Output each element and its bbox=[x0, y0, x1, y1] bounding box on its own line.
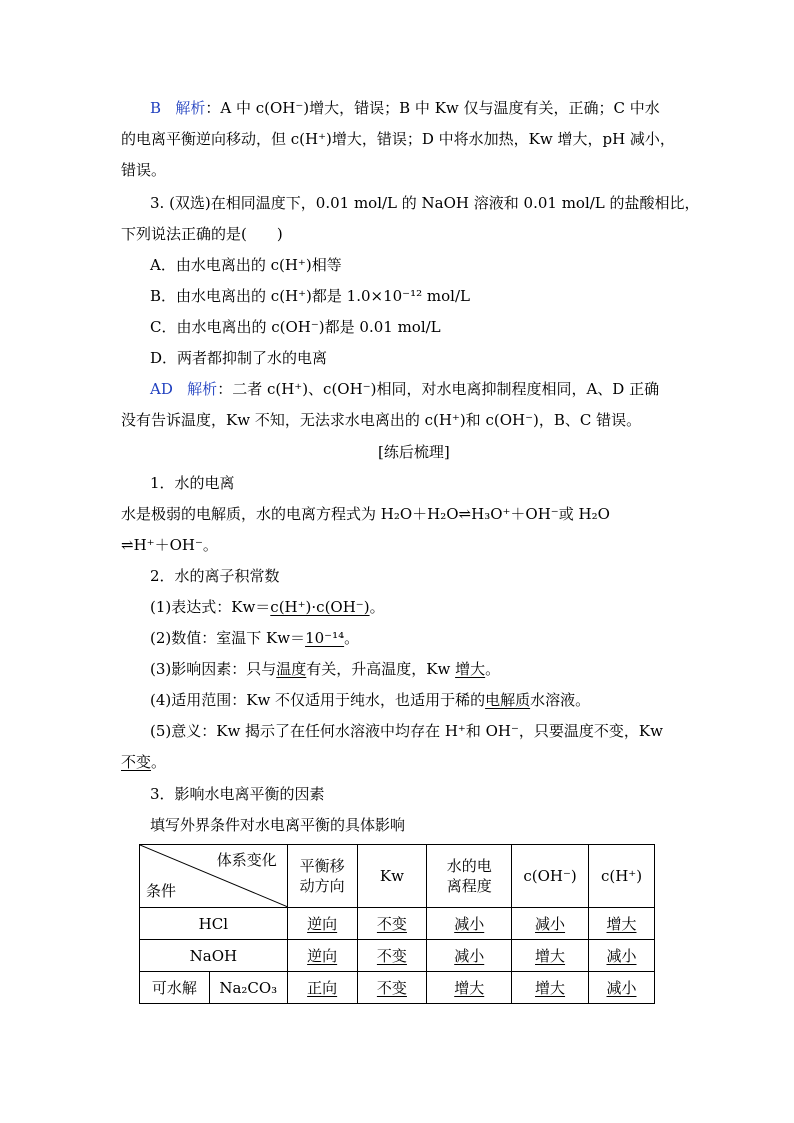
condition-cell-b: Na₂CO₃ bbox=[209, 972, 287, 1004]
table-cell bbox=[512, 972, 589, 1004]
item-label: (2)数值：室温下 Kw＝ bbox=[150, 629, 306, 647]
item-label: (1)表达式：Kw＝ bbox=[150, 598, 271, 616]
cell-value: 增大 bbox=[606, 914, 637, 933]
fill-blank: 不变 bbox=[121, 753, 152, 771]
cell-value: 不变 bbox=[376, 978, 407, 997]
fill-blank: c(H⁺)·c(OH⁻) bbox=[270, 598, 370, 616]
table-cell bbox=[427, 940, 512, 972]
header-shift-direction bbox=[287, 845, 357, 908]
corner-bottom-label: 条件 bbox=[146, 882, 177, 900]
q3-option-b: B．由水电离出的 c(H⁺)都是 1.0×10⁻¹² mol/L bbox=[150, 287, 470, 305]
section-1-line-2: ⇌H⁺＋OH⁻。 bbox=[121, 536, 218, 554]
section-3-title: 3．影响水电离平衡的因素 bbox=[150, 785, 325, 803]
fill-blank: 增大 bbox=[455, 660, 486, 678]
section-3-intro: 填写外界条件对水电离平衡的具体影响 bbox=[150, 816, 406, 834]
water-ionization-table bbox=[139, 844, 655, 1004]
condition-cell-a: 可水解 bbox=[140, 972, 210, 1004]
cell-value: 增大 bbox=[454, 978, 485, 997]
q3-stem-line-2: 下列说法正确的是( ) bbox=[121, 225, 283, 243]
item-end: 。 bbox=[344, 629, 360, 647]
analysis-tag: 解析 bbox=[175, 99, 206, 117]
header-line: 水的电 bbox=[446, 857, 492, 875]
item-end: 。 bbox=[485, 660, 501, 678]
q3-answer-line-1 bbox=[150, 379, 659, 399]
cell-value: 减小 bbox=[535, 914, 566, 933]
table-cell bbox=[427, 908, 512, 940]
q2-answer-line-2: 的电离平衡逆向移动，但 c(H⁺)增大，错误；D 中将水加热，Kw 增大，pH 减小， bbox=[121, 130, 675, 148]
table-row bbox=[140, 940, 655, 972]
header-line: 离程度 bbox=[446, 877, 492, 895]
fill-blank: 电解质 bbox=[485, 691, 531, 709]
section-2-item-3 bbox=[150, 659, 500, 679]
table-cell bbox=[589, 908, 655, 940]
analysis-tag: 解析 bbox=[187, 380, 218, 398]
item-label: (3)影响因素：只与 bbox=[150, 660, 277, 678]
answer-letter: AD bbox=[150, 380, 173, 398]
table-cell bbox=[287, 908, 357, 940]
cell-value: 减小 bbox=[454, 946, 485, 965]
cell-value: 增大 bbox=[535, 946, 566, 965]
header-kw: Kw bbox=[357, 845, 427, 908]
header-line: 动方向 bbox=[299, 877, 345, 895]
table-cell bbox=[357, 908, 427, 940]
item-mid: 有关，升高温度，Kw bbox=[306, 660, 456, 678]
cell-value: 正向 bbox=[307, 978, 338, 997]
cell-value: 减小 bbox=[606, 946, 637, 965]
table-cell bbox=[512, 908, 589, 940]
table-header-row bbox=[140, 845, 655, 908]
table-cell bbox=[427, 972, 512, 1004]
cell-value: 减小 bbox=[454, 914, 485, 933]
header-line: 平衡移 bbox=[299, 857, 345, 875]
section-2-item-2 bbox=[150, 628, 359, 648]
q3-option-d: D．两者都抑制了水的电离 bbox=[150, 349, 328, 367]
header-c-h: c(H⁺) bbox=[589, 845, 655, 908]
q2-answer-line-1 bbox=[150, 98, 660, 118]
section-2-item-4 bbox=[150, 690, 590, 710]
item-end: 。 bbox=[151, 753, 167, 771]
fill-blank: 温度 bbox=[276, 660, 307, 678]
q3-option-a: A．由水电离出的 c(H⁺)相等 bbox=[150, 256, 342, 274]
cell-value: 减小 bbox=[606, 978, 637, 997]
q2-answer-text-1: ：A 中 c(OH⁻)增大，错误；B 中 Kw 仅与温度有关，正确；C 中水 bbox=[205, 99, 660, 117]
table-cell bbox=[287, 940, 357, 972]
q3-option-c: C．由水电离出的 c(OH⁻)都是 0.01 mol/L bbox=[150, 318, 441, 336]
q3-stem-line-1: 3. (双选)在相同温度下，0.01 mol/L 的 NaOH 溶液和 0.01 mol/L 的盐酸相比， bbox=[150, 194, 700, 212]
condition-cell: NaOH bbox=[140, 940, 288, 972]
section-2-title: 2．水的离子积常数 bbox=[150, 567, 280, 585]
table-row bbox=[140, 908, 655, 940]
section-2-item-1 bbox=[150, 597, 385, 617]
table-cell bbox=[589, 972, 655, 1004]
section-1-title: 1．水的电离 bbox=[150, 474, 235, 492]
corner-cell bbox=[140, 845, 288, 908]
fill-blank: 10⁻¹⁴ bbox=[305, 629, 345, 647]
item-label: (4)适用范围：Kw 不仅适用于纯水，也适用于稀的 bbox=[150, 691, 486, 709]
q3-answer-text-1: ：二者 c(H⁺)、c(OH⁻)相同，对水电离抑制程度相同，A、D 正确 bbox=[217, 380, 660, 398]
table-row bbox=[140, 972, 655, 1004]
q3-answer-line-2: 没有告诉温度，Kw 不知，无法求水电离出的 c(H⁺)和 c(OH⁻)，B、C 错误。 bbox=[121, 411, 642, 429]
cell-value: 逆向 bbox=[307, 946, 338, 965]
summary-heading: [练后梳理] bbox=[378, 443, 450, 461]
answer-letter: B bbox=[150, 99, 162, 117]
section-2-item-5-line-1: (5)意义：Kw 揭示了在任何水溶液中均存在 H⁺和 OH⁻，只要温度不变，Kw bbox=[150, 722, 663, 740]
header-ionization-degree bbox=[427, 845, 512, 908]
table-cell bbox=[287, 972, 357, 1004]
header-c-oh: c(OH⁻) bbox=[512, 845, 589, 908]
table-cell bbox=[357, 940, 427, 972]
q2-answer-line-3: 错误。 bbox=[121, 161, 167, 179]
item-end: 水溶液。 bbox=[530, 691, 591, 709]
section-1-line-1: 水是极弱的电解质，水的电离方程式为 H₂O＋H₂O⇌H₃O⁺＋OH⁻或 H₂O bbox=[121, 505, 610, 523]
cell-value: 逆向 bbox=[307, 914, 338, 933]
cell-value: 增大 bbox=[535, 978, 566, 997]
cell-value: 不变 bbox=[376, 914, 407, 933]
condition-cell: HCl bbox=[140, 908, 288, 940]
table-cell bbox=[512, 940, 589, 972]
table-cell bbox=[589, 940, 655, 972]
corner-top-label: 体系变化 bbox=[216, 851, 277, 869]
table-cell bbox=[357, 972, 427, 1004]
section-2-item-5-line-2 bbox=[121, 752, 166, 772]
item-end: 。 bbox=[369, 598, 385, 616]
cell-value: 不变 bbox=[376, 946, 407, 965]
